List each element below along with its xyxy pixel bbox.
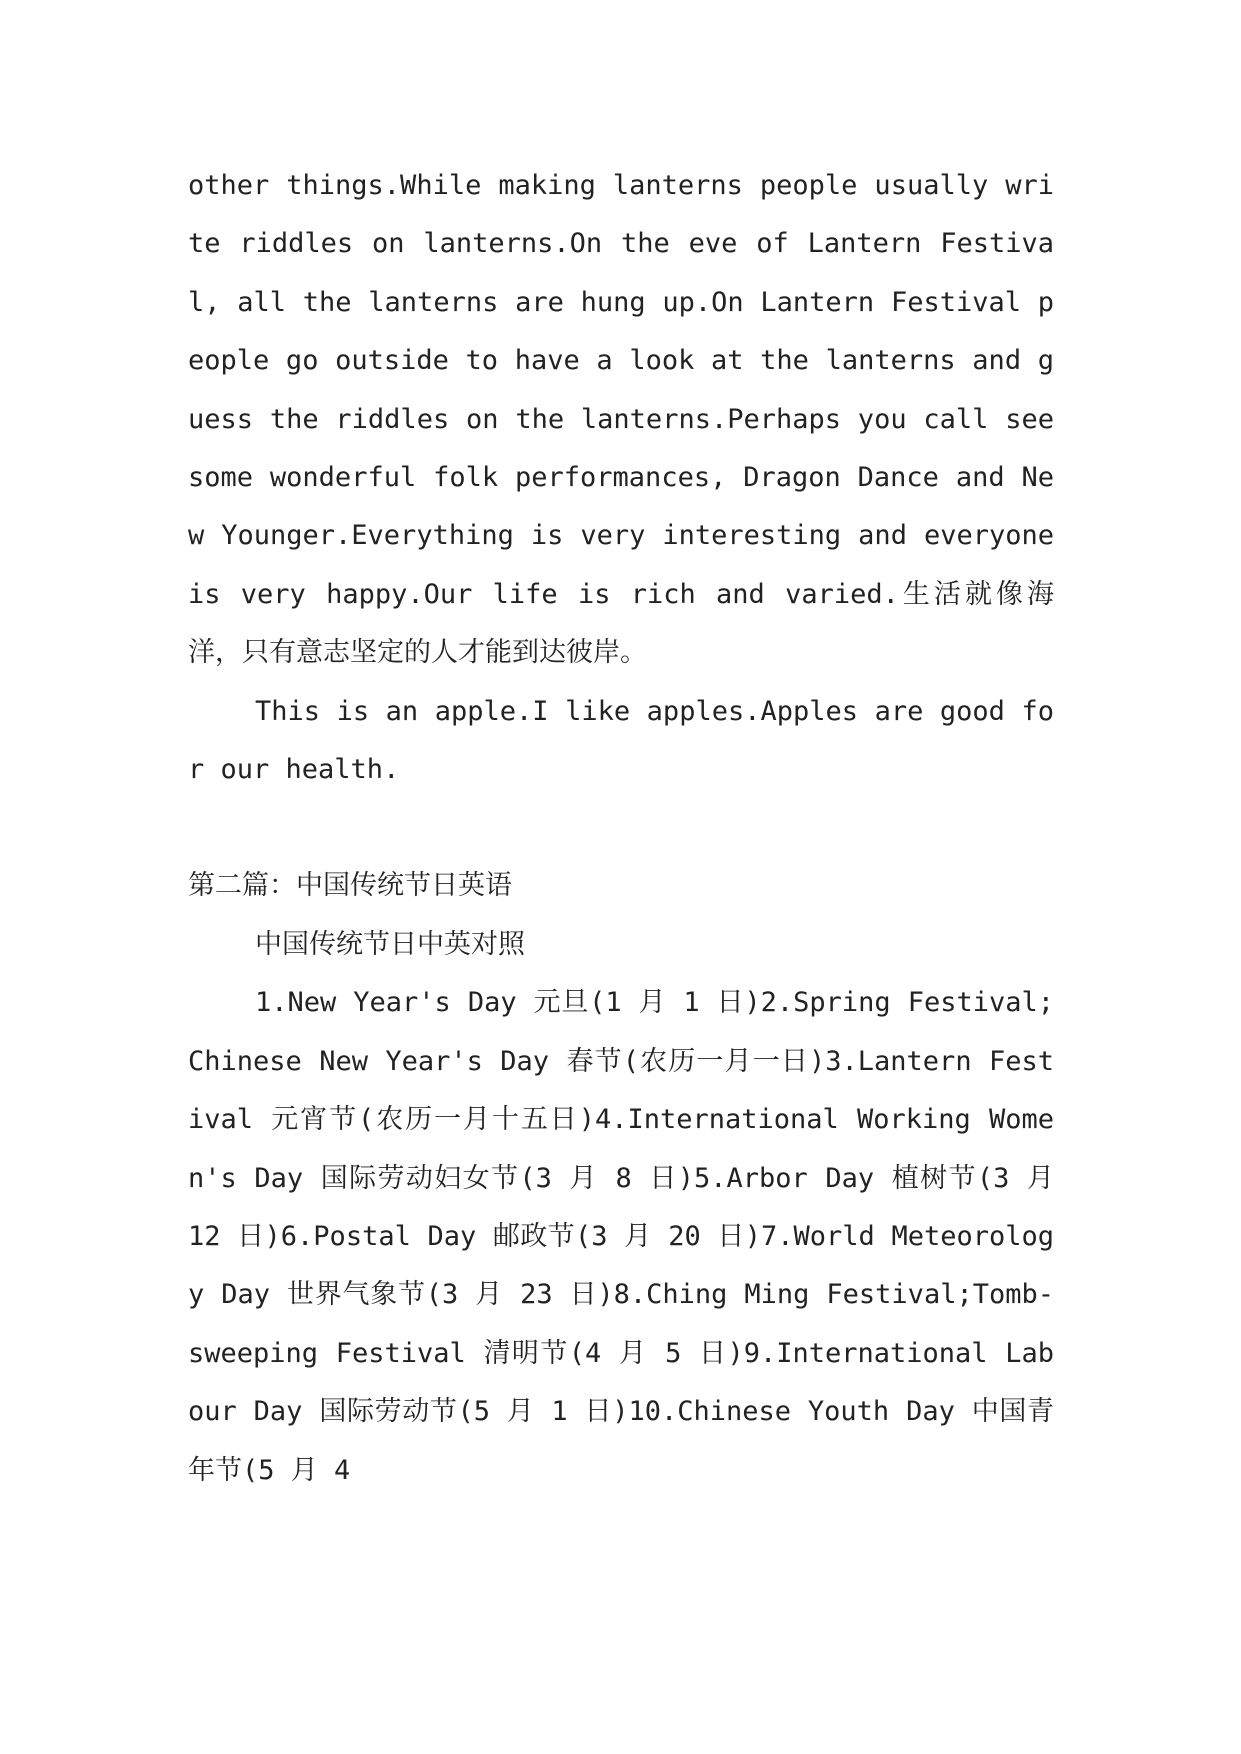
section-subtitle: 中国传统节日中英对照: [255, 928, 525, 960]
section-title: 第二篇：中国传统节日英语: [188, 870, 512, 902]
document-page: [188, 157, 1054, 1500]
section-gap: [188, 799, 1054, 857]
paragraph-lantern-festival: other things.While making lanterns people usually write riddles on lanterns.On the eve of Lantern Festival, all the lanterns are hung up.On Lantern Festival people go outside to have a look at the lanterns and guess the riddles on the lanterns.Perhaps you call see some wonderful folk performances, Dragon Dance and New Younger.Everything is very interesting and everyone is very happy.Our life is rich and varied.生活就像海洋，只有意志坚定的人才能到达彼岸。: [188, 170, 1054, 669]
paragraph-festival-list: 1.New Year's Day 元旦(1 月 1 日)2.Spring Festival;Chinese New Year's Day 春节(农历一月一日)3.Lantern Festival 元宵节(农历一月十五日)4.International Working Women's Day 国际劳动妇女节(3 月 8 日)5.Arbor Day 植树节(3 月 12 日)6.Postal Day 邮政节(3 月 20 日)7.World Meteorology Day 世界气象节(3 月 23 日)8.Ching Ming Festival;Tomb-sweeping Festival 清明节(4 月 5 日)9.International Labour Day 国际劳动节(5 月 1 日)10.Chinese Youth Day 中国青年节(5 月 4: [188, 987, 1054, 1486]
paragraph-apple: This is an apple.I like apples.Apples are good for our health.: [188, 695, 1054, 786]
